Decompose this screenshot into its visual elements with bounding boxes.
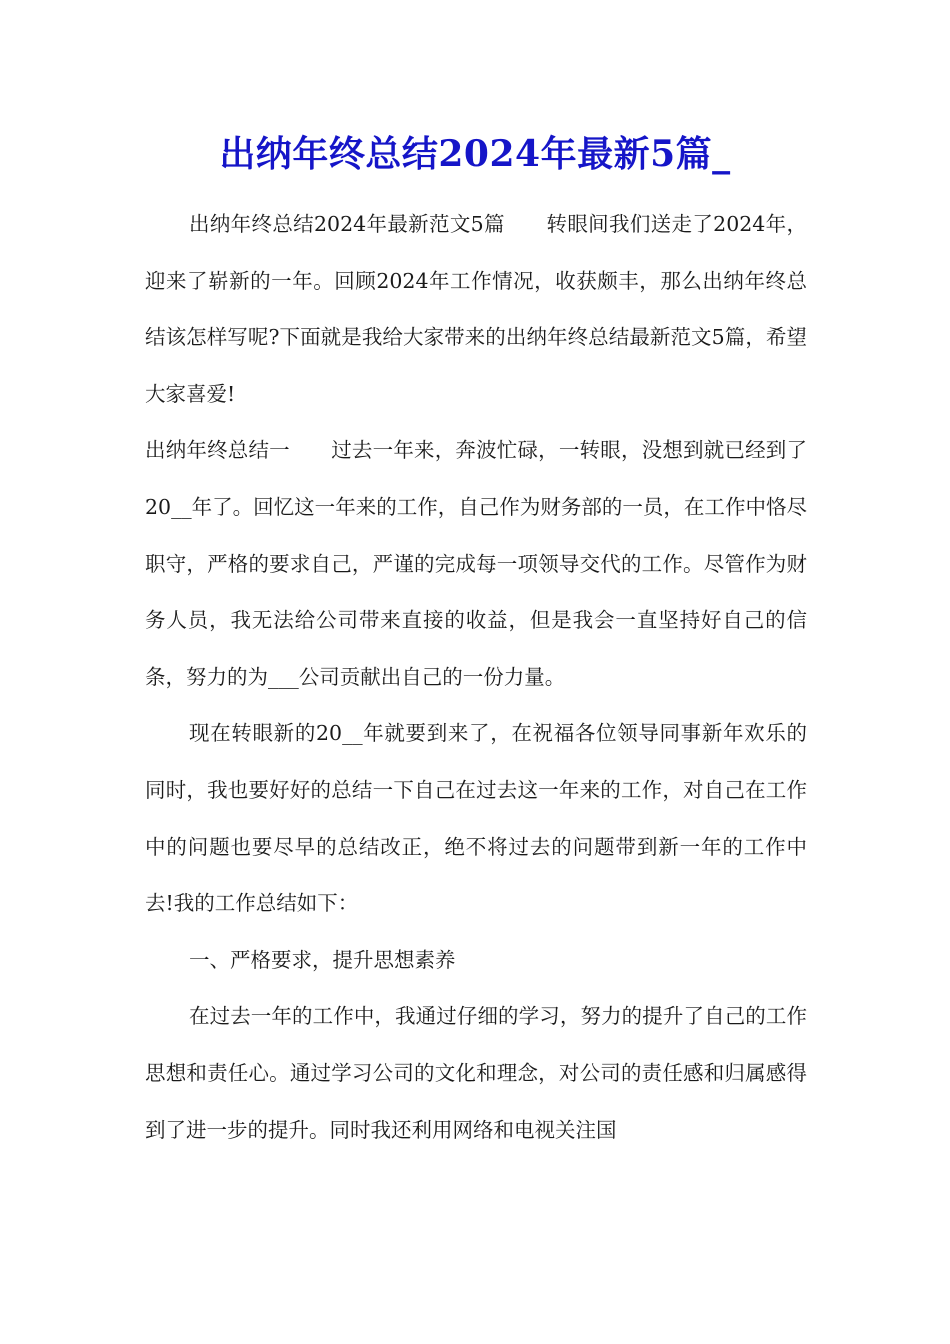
document-body [145, 196, 807, 1158]
body-paragraph: 在过去一年的工作中，我通过仔细的学习，努力的提升了自己的工作思想和责任心。通过学习公司的文化和理念，对公司的责任感和归属感得到了进一步的提升。同时我还利用网络和电视关注国 [145, 1004, 807, 1142]
document-title: 出纳年终总结2024年最新5篇_ [219, 133, 731, 175]
intro-paragraph: 出纳年终总结2024年最新范文5篇 转眼间我们送走了2024年，迎来了崭新的一年。回顾2024年工作情况，收获颇丰，那么出纳年终总结该怎样写呢?下面就是我给大家带来的出纳年终总结最新范文5篇，希望大家喜爱! [145, 212, 807, 406]
section-heading: 一、严格要求，提升思想素养 [189, 947, 456, 972]
body-paragraph: 现在转眼新的20__年就要到来了，在祝福各位领导同事新年欢乐的同时，我也要好好的总结一下自己在过去这一年来的工作，对自己在工作中的问题也要尽早的总结改正，绝不将过去的问题带到新一年的工作中去!我的工作总结如下： [145, 721, 807, 916]
section-one-paragraph: 出纳年终总结一 过去一年来，奔波忙碌，一转眼，没想到就已经到了20__年了。回忆这一年来的工作，自己作为财务部的一员，在工作中恪尽职守，严格的要求自己，严谨的完成每一项领导交代的工作。尽管作为财务人员，我无法给公司带来直接的收益，但是我会一直坚持好自己的信条，努力的为___公司贡献出自己的一份力量。 [145, 438, 807, 689]
